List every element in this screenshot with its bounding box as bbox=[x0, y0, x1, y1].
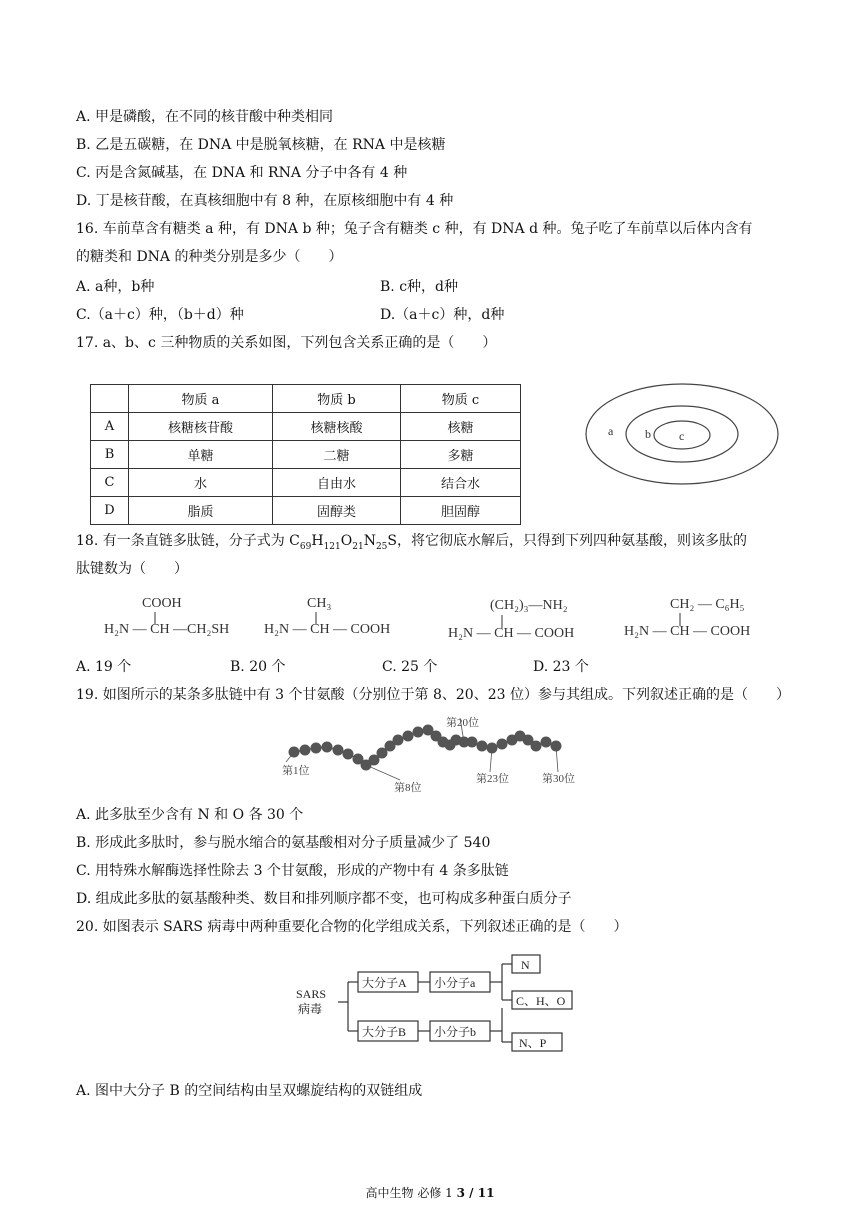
amino-acid-4-sidechain: CH₂ — C₆H₅ bbox=[670, 597, 745, 612]
q18-option-d: D. 23 个 bbox=[533, 659, 589, 675]
amino-acid-residue bbox=[477, 741, 487, 751]
amino-acid-residue bbox=[393, 735, 403, 745]
table-cell: 核糖核苷酸 bbox=[129, 413, 273, 441]
table-cell: 固醇类 bbox=[273, 497, 401, 525]
ellipse-label-b: b bbox=[645, 427, 651, 441]
amino-acid-2-backbone: H₂N — CH — COOH bbox=[264, 622, 391, 637]
amino-acid-residue bbox=[333, 745, 343, 755]
formula-subscript: 121 bbox=[323, 541, 341, 552]
q18-stem-post: ，将它彻底水解后，只得到下列四种氨基酸，则该多肽的 bbox=[396, 533, 747, 549]
q19-option-b: B. 形成此多肽时，参与脱水缩合的氨基酸相对分子质量减少了 540 bbox=[76, 835, 491, 851]
small-a-label: 小分子a bbox=[434, 976, 476, 990]
table-cell: 物质 b bbox=[273, 385, 401, 413]
q15-option-a: A. 甲是磷酸，在不同的核苷酸中种类相同 bbox=[76, 109, 334, 125]
table-cell: A bbox=[91, 413, 129, 441]
label-position-8: 第8位 bbox=[394, 782, 422, 794]
amino-acid-residue bbox=[322, 742, 332, 752]
amino-acid-residue bbox=[531, 741, 541, 751]
amino-acid-3-backbone: H₂N — CH — COOH bbox=[448, 626, 575, 641]
table-cell: 核糖 bbox=[401, 413, 521, 441]
amino-acid-residue bbox=[413, 727, 423, 737]
table-cell: 单糖 bbox=[129, 441, 273, 469]
q18-option-b: B. 20 个 bbox=[230, 659, 286, 675]
element-cho-label: C、H、O bbox=[516, 994, 566, 1008]
element-np-label: N、P bbox=[519, 1036, 547, 1050]
small-b-label: 小分子b bbox=[434, 1025, 477, 1039]
formula-subscript: 25 bbox=[375, 541, 388, 552]
amino-acid-residue bbox=[403, 731, 413, 741]
amino-acid-residue bbox=[377, 748, 387, 758]
amino-acid-1-sidechain: COOH bbox=[142, 596, 182, 611]
q16-option-a: A. a种，b种 bbox=[76, 279, 155, 295]
footer-page-number: 3 / 11 bbox=[456, 1186, 495, 1200]
virus-label-line1: SARS bbox=[296, 987, 327, 1001]
label-position-30: 第30位 bbox=[542, 773, 575, 785]
q17-stem: 17. a、b、c 三种物质的关系如图，下列包含关系正确的是（ ） bbox=[76, 335, 497, 351]
table-cell: 物质 a bbox=[129, 385, 273, 413]
table-cell: D bbox=[91, 497, 129, 525]
sars-composition-diagram bbox=[288, 952, 578, 1066]
formula-subscript: 69 bbox=[299, 541, 312, 552]
ellipse-label-c: c bbox=[679, 429, 685, 443]
amino-acid-residue bbox=[369, 755, 379, 765]
q20-stem: 20. 如图表示 SARS 病毒中两种重要化合物的化学组成关系，下列叙述正确的是（ ） bbox=[76, 919, 628, 935]
label-position-23: 第23位 bbox=[476, 773, 509, 785]
formula-subscript: 21 bbox=[352, 541, 364, 552]
q18-stem-line2: 肽键数为（ ） bbox=[76, 561, 188, 577]
q19-option-c: C. 用特殊水解酶选择性除去 3 个甘氨酸，形成的产物中有 4 条多肽链 bbox=[76, 863, 509, 879]
amino-acid-3-sidechain: (CH₂)₃—NH₂ bbox=[490, 598, 568, 613]
label-position-1: 第1位 bbox=[282, 765, 310, 777]
virus-label-line2: 病毒 bbox=[298, 1002, 323, 1016]
amino-acid-residue bbox=[311, 743, 321, 753]
q18-option-c: C. 25 个 bbox=[382, 659, 438, 675]
q15-option-c: C. 丙是含氮碱基，在 DNA 和 RNA 分子中各有 4 种 bbox=[76, 165, 408, 181]
amino-acid-residue bbox=[343, 749, 353, 759]
amino-acid-residue bbox=[300, 745, 310, 755]
amino-acid-1-backbone: H₂N — CH —CH₂SH bbox=[104, 622, 230, 637]
formula-element: O bbox=[340, 533, 353, 549]
table-cell: 脂质 bbox=[129, 497, 273, 525]
formula-element: S bbox=[387, 533, 397, 549]
q19-option-a: A. 此多肽至少含有 N 和 O 各 30 个 bbox=[76, 807, 304, 823]
formula-element: H bbox=[311, 533, 324, 549]
amino-acid-residue bbox=[467, 737, 477, 747]
table-cell: 结合水 bbox=[401, 469, 521, 497]
q16-stem-line2: 的糖类和 DNA 的种类分别是多少（ ） bbox=[76, 249, 343, 265]
q19-stem: 19. 如图所示的某条多肽链中有 3 个甘氨酸（分别位于第 8、20、23 位）参与其组成。下列叙述正确的是（ ） bbox=[76, 687, 790, 703]
q16-option-b: B. c种，d种 bbox=[380, 279, 458, 295]
macro-a-label: 大分子A bbox=[362, 976, 407, 990]
table-cell: 自由水 bbox=[273, 469, 401, 497]
table-cell: B bbox=[91, 441, 129, 469]
amino-acid-2-sidechain: CH₃ bbox=[307, 596, 332, 611]
formula-element: C bbox=[289, 533, 300, 549]
macro-b-label: 大分子B bbox=[362, 1025, 407, 1039]
amino-acid-residue bbox=[497, 739, 507, 749]
table-cell: C bbox=[91, 469, 129, 497]
q18-stem-pre: 18. 有一条直链多肽链，分子式为 bbox=[76, 533, 290, 549]
q19-option-d: D. 组成此多肽的氨基酸种类、数目和排列顺序都不变，也可构成多种蛋白质分子 bbox=[76, 891, 572, 907]
q16-option-c: C.（a＋c）种，（b＋d）种 bbox=[76, 307, 244, 323]
q18-option-a: A. 19 个 bbox=[76, 659, 132, 675]
label-pointer bbox=[366, 765, 400, 780]
table-cell: 胆固醇 bbox=[401, 497, 521, 525]
polypeptide-chain-figure bbox=[280, 712, 590, 798]
element-n-label: N bbox=[521, 958, 530, 972]
table-cell: 核糖核酸 bbox=[273, 413, 401, 441]
table-cell: 物质 c bbox=[401, 385, 521, 413]
formula-element: N bbox=[363, 533, 376, 549]
table-cell: 多糖 bbox=[401, 441, 521, 469]
table-cell: 二糖 bbox=[273, 441, 401, 469]
q20-option-a: A. 图中大分子 B 的空间结构由呈双螺旋结构的双链组成 bbox=[76, 1083, 423, 1099]
q15-option-b: B. 乙是五碳糖，在 DNA 中是脱氧核糖，在 RNA 中是核糖 bbox=[76, 137, 446, 153]
footer-subject: 高中生物 必修 1 bbox=[365, 1186, 453, 1200]
q16-option-d: D.（a＋c）种，d种 bbox=[380, 307, 505, 323]
ellipse-label-a: a bbox=[608, 424, 614, 438]
q16-stem-line1: 16. 车前草含有糖类 a 种，有 DNA b 种；兔子含有糖类 c 种，有 DNA d 种。兔子吃了车前草以后体内含有 bbox=[76, 221, 753, 237]
page-footer bbox=[0, 1184, 860, 1201]
label-position-20: 第20位 bbox=[446, 717, 479, 729]
amino-acid-residue bbox=[541, 737, 551, 747]
amino-acid-4-backbone: H₂N — CH — COOH bbox=[624, 624, 751, 639]
q15-option-d: D. 丁是核苷酸，在真核细胞中有 8 种，在原核细胞中有 4 种 bbox=[76, 193, 454, 209]
table-cell: 水 bbox=[129, 469, 273, 497]
